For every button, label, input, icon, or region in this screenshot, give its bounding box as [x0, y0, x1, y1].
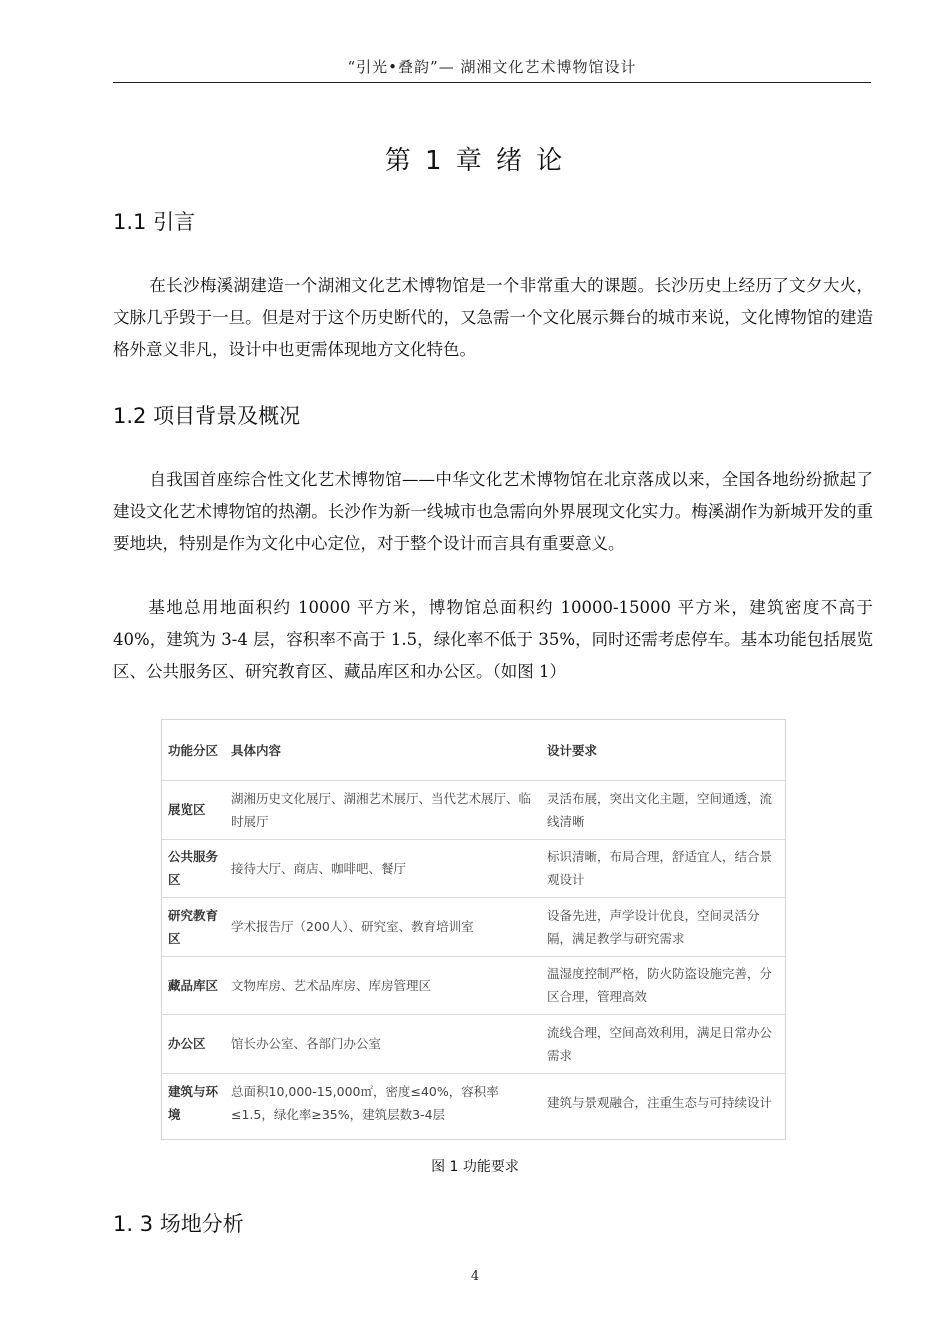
requirement-cell: 流线合理，空间高效利用，满足日常办公需求 — [541, 1015, 785, 1074]
section-heading-1-1: 1.1 引言 — [113, 210, 196, 234]
table-row — [162, 781, 785, 840]
content-cell: 接待大厅、商店、咖啡吧、餐厅 — [225, 839, 541, 898]
intro-paragraph — [113, 270, 873, 366]
requirement-cell: 灵活布展，突出文化主题，空间通透，流线清晰 — [541, 781, 785, 840]
content-cell: 湖湘历史文化展厅、湖湘艺术展厅、当代艺术展厅、临时展厅 — [225, 781, 541, 840]
function-requirements-figure — [161, 719, 786, 1140]
table-row — [162, 956, 785, 1015]
site-data-paragraph — [113, 592, 873, 688]
table-row — [162, 898, 785, 957]
requirement-cell: 设备先进，声学设计优良，空间灵活分隔，满足教学与研究需求 — [541, 898, 785, 957]
function-table — [162, 720, 785, 1132]
site-data-paragraph-text: 基地总用地面积约 10000 平方米，博物馆总面积约 10000-15000 平方米，建筑密度不高于 40%，建筑为 3-4 层，容积率不高于 1.5，绿化率不低于 35%，同时还需考虑停车。基本功能包括展览区、公共服务区、研究教育区、藏品库区和办公区。（如图 1） — [113, 598, 873, 681]
chapter-title: 第 1 章 绪 论 — [384, 146, 566, 176]
zone-cell: 建筑与环境 — [168, 1083, 219, 1122]
zone-cell: 研究教育区 — [162, 898, 225, 957]
header-zone: 功能分区 — [162, 720, 225, 781]
table-row — [162, 839, 785, 898]
figure-caption: 图 1 功能要求 — [431, 1159, 519, 1175]
requirement-cell: 温湿度控制严格，防火防盗设施完善，分区合理，管理高效 — [541, 956, 785, 1015]
zone-cell: 办公区 — [162, 1015, 225, 1074]
content-cell: 馆长办公室、各部门办公室 — [225, 1015, 541, 1074]
zone-cell: 藏品库区 — [162, 956, 225, 1015]
background-paragraph-text: 自我国首座综合性文化艺术博物馆——中华文化艺术博物馆在北京落成以来，全国各地纷纷掀起了建设文化艺术博物馆的热潮。长沙作为新一线城市也急需向外界展现文化实力。梅溪湖作为新城开发的重要地块，特别是作为文化中心定位，对于整个设计而言具有重要意义。 — [113, 470, 873, 553]
content-cell: 学术报告厅（200人）、研究室、教育培训室 — [225, 898, 541, 957]
zone-cell: 展览区 — [162, 781, 225, 840]
background-paragraph — [113, 464, 873, 560]
requirement-cell: 标识清晰，布局合理，舒适宜人，结合景观设计 — [541, 839, 785, 898]
zone-cell: 公共服务区 — [162, 839, 225, 898]
content-cell: 文物库房、艺术品库房、库房管理区 — [225, 956, 541, 1015]
content-cell: 总面积10,000-15,000㎡，密度≤40%，容积率≤1.5，绿化率≥35%，建筑层数3-4层 — [231, 1083, 499, 1122]
table-row — [162, 1015, 785, 1074]
header-content: 具体内容 — [225, 720, 541, 781]
intro-paragraph-text: 在长沙梅溪湖建造一个湖湘文化艺术博物馆是一个非常重大的课题。长沙历史上经历了文夕大火，文脉几乎毁于一旦。但是对于这个历史断代的，又急需一个文化展示舞台的城市来说，文化博物馆的建造格外意义非凡，设计中也更需体现地方文化特色。 — [113, 276, 873, 359]
section-heading-1-3: 1. 3 场地分析 — [113, 1212, 244, 1236]
requirement-cell: 建筑与景观融合，注重生态与可持续设计 — [547, 1095, 773, 1110]
header-requirements: 设计要求 — [541, 720, 785, 781]
running-header: “引光•叠韵”— 湖湘文化艺术博物馆设计 — [113, 56, 871, 83]
page-number: 4 — [470, 1269, 480, 1284]
section-heading-1-2: 1.2 项目背景及概况 — [113, 404, 301, 428]
table-row — [162, 1073, 785, 1132]
